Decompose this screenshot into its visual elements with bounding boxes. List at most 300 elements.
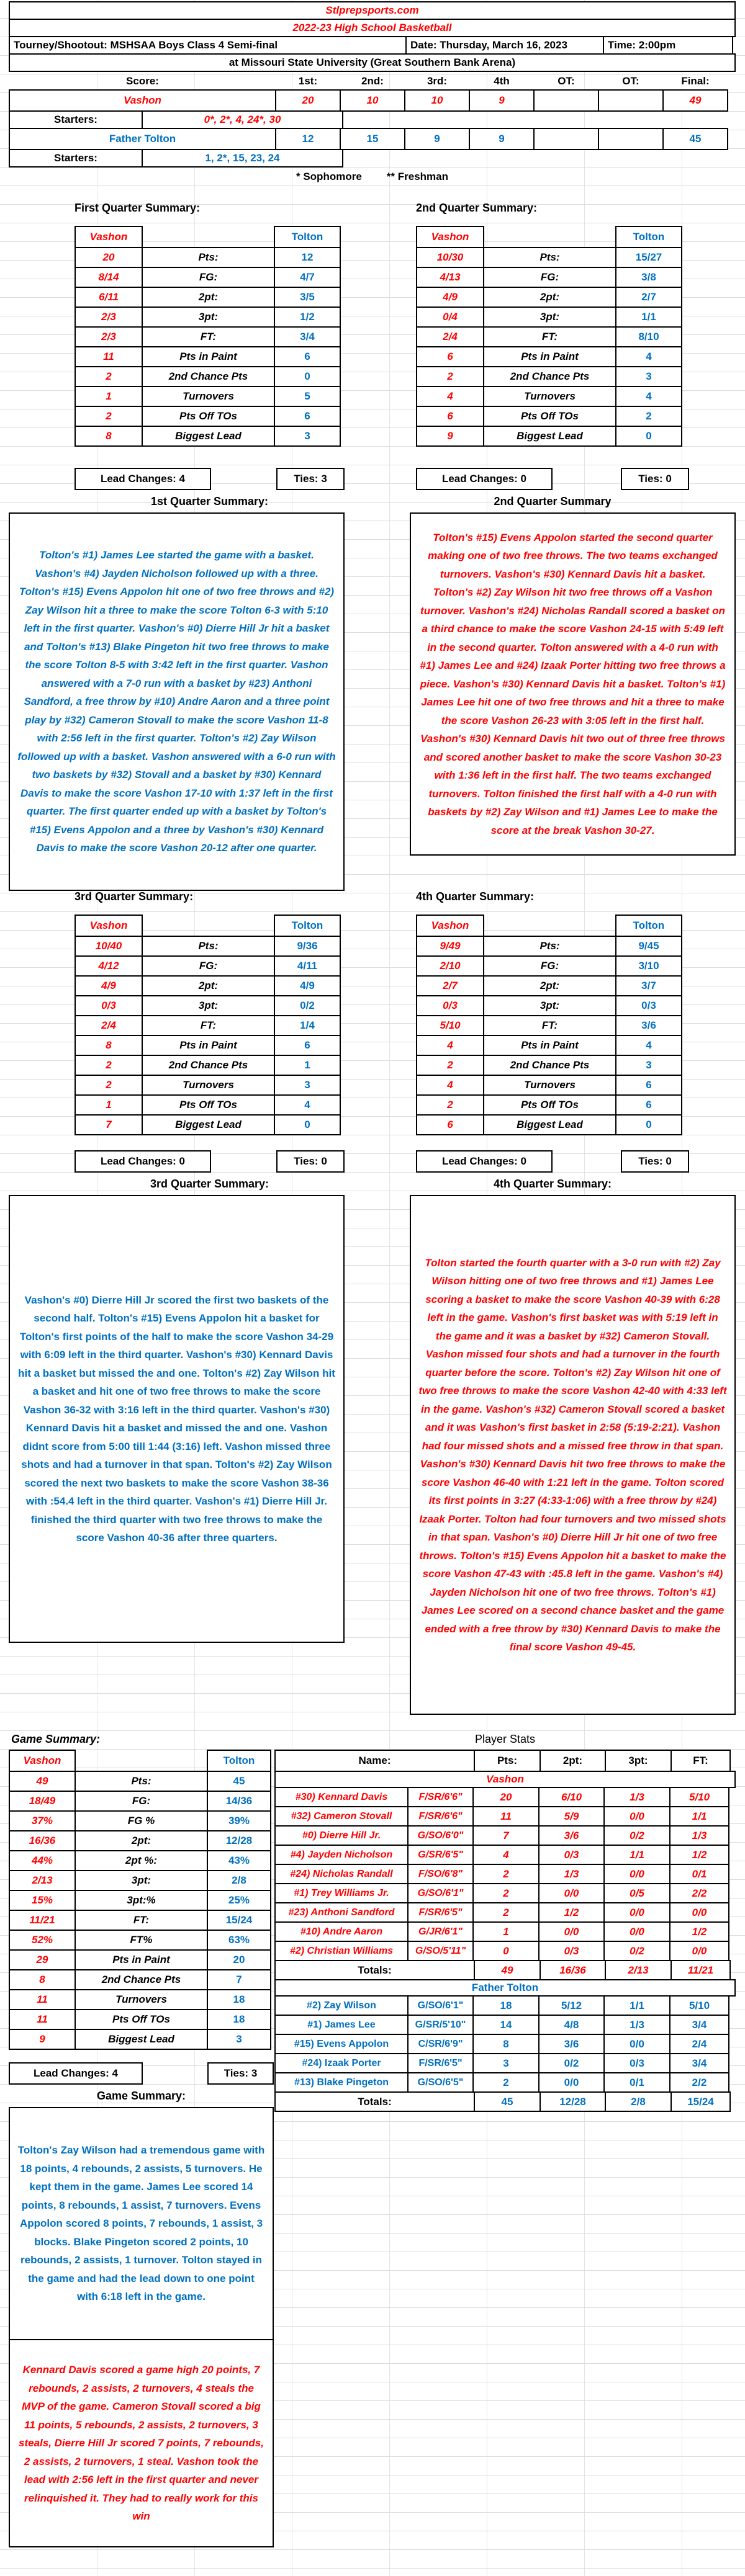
player-pos-class-height: F/SR/6'6" — [407, 1787, 474, 1807]
player-2pt: 3/6 — [538, 2034, 605, 2054]
stat-value-vashon: 44% — [9, 1850, 76, 1871]
stat-row — [9, 1949, 274, 1970]
totals-2pt: 16/36 — [540, 1960, 606, 1980]
player-name: #30) Kennard Davis — [274, 1787, 409, 1807]
stat-row — [74, 1114, 345, 1135]
vashon-col-head: Vashon — [416, 226, 484, 248]
stat-row — [416, 1114, 689, 1135]
stat-value-tolton: 3/6 — [615, 1015, 682, 1036]
player-3pt: 0/0 — [603, 1902, 670, 1923]
q3-lead-row — [74, 1150, 345, 1173]
stat-row — [74, 936, 345, 957]
stat-row — [9, 1850, 274, 1871]
stat-label: Pts in Paint — [142, 1035, 275, 1056]
player-pos-class-height: G/SO/6'1" — [407, 1883, 474, 1903]
stat-value-tolton: 0/3 — [615, 995, 682, 1016]
stat-row — [74, 1015, 345, 1036]
venue-row — [9, 53, 745, 72]
stat-label: 2pt: — [483, 975, 616, 996]
game-recap-title: Game Summary: — [96, 2089, 186, 2102]
stat-row — [416, 975, 689, 996]
player-row — [274, 1883, 736, 1903]
stat-value-vashon: 2 — [416, 1055, 484, 1076]
stat-value-tolton: 6 — [615, 1094, 682, 1116]
stat-value-tolton: 4/9 — [274, 975, 341, 996]
lead-changes: Lead Changes: 4 — [74, 468, 211, 490]
stat-value-vashon: 2/13 — [9, 1870, 76, 1891]
stat-label: 2nd Chance Pts — [483, 366, 616, 387]
player-pts: 2 — [472, 1902, 540, 1923]
player-pts: 20 — [472, 1787, 540, 1807]
stat-row — [74, 306, 345, 328]
score-cell: 10 — [340, 89, 405, 112]
player-row — [274, 2053, 736, 2073]
stat-value-tolton: 9/45 — [615, 936, 682, 957]
stat-value-vashon: 29 — [9, 1949, 76, 1970]
player-pos-class-height: G/SO/6'5" — [407, 2072, 474, 2093]
player-pos-class-height: F/SR/6'5" — [407, 1902, 474, 1923]
stat-row — [416, 386, 689, 407]
stat-row — [416, 267, 689, 288]
game-info-row — [9, 36, 745, 55]
player-2pt: 0/0 — [538, 1883, 605, 1903]
stat-value-vashon: 6 — [416, 346, 484, 367]
stat-value-tolton: 63% — [207, 1930, 271, 1951]
player-name: #0) Dierre Hill Jr. — [274, 1825, 409, 1846]
player-3pt: 1/1 — [603, 1845, 670, 1865]
player-row — [274, 1864, 736, 1884]
stat-value-tolton: 39% — [207, 1810, 271, 1831]
q2-recap-title: 2nd Quarter Summary — [494, 494, 612, 508]
score-col-header: 1st: — [298, 75, 318, 87]
player-ft: 0/0 — [669, 1902, 729, 1923]
stat-value-tolton: 5 — [274, 386, 341, 407]
stat-value-vashon: 2/3 — [74, 306, 143, 328]
q3-table-head — [74, 915, 345, 937]
stat-value-tolton: 4 — [615, 346, 682, 367]
col-3pt: 3pt: — [605, 1750, 672, 1772]
note-sophomore: * Sophomore — [296, 171, 362, 182]
q1-recap-title: 1st Quarter Summary: — [150, 494, 269, 508]
game-summary-table — [9, 1750, 274, 2050]
stat-row — [416, 247, 689, 268]
player-pts: 7 — [472, 1825, 540, 1846]
stat-value-vashon: 4/13 — [416, 267, 484, 288]
score-cell — [533, 89, 599, 112]
stat-row — [74, 406, 345, 427]
player-3pt: 1/1 — [603, 1995, 670, 2016]
score-cell: 15 — [340, 128, 405, 150]
player-name: #2) Christian Williams — [274, 1941, 409, 1961]
stat-value-tolton: 18 — [207, 2009, 271, 2030]
player-pts: 18 — [472, 1995, 540, 2016]
stat-value-vashon: 1 — [74, 1094, 143, 1116]
player-row — [274, 1825, 736, 1846]
score-col-header: OT: — [558, 75, 575, 87]
stat-value-tolton: 4 — [615, 1035, 682, 1056]
q4-table-head — [416, 915, 689, 937]
score-cell: 9 — [404, 128, 470, 150]
ties: Ties: 0 — [276, 1150, 345, 1173]
stat-value-vashon: 1 — [74, 386, 143, 407]
stat-value-vashon: 4/12 — [74, 955, 143, 977]
stat-value-tolton: 0/2 — [274, 995, 341, 1016]
spacer-cell — [483, 915, 616, 937]
stat-value-vashon: 8/14 — [74, 267, 143, 288]
stat-label: FG: — [74, 1791, 208, 1812]
q1-lead-row — [74, 468, 345, 490]
player-pos-class-height: G/SO/6'1" — [407, 1995, 474, 2016]
player-pos-class-height: G/SR/6'5" — [407, 1845, 474, 1865]
stat-value-vashon: 4 — [416, 1035, 484, 1056]
stat-value-vashon: 18/49 — [9, 1791, 76, 1812]
stat-row — [416, 995, 689, 1016]
stat-label: FG: — [483, 267, 616, 288]
spacer-cell — [483, 226, 616, 248]
col-2pt: 2pt: — [540, 1750, 606, 1772]
player-ft: 0/0 — [669, 1941, 729, 1961]
stat-label: FT: — [483, 1015, 616, 1036]
stat-label: FT: — [483, 326, 616, 347]
lead-changes: Lead Changes: 0 — [74, 1150, 211, 1173]
player-name: #2) Zay Wilson — [274, 1995, 409, 2016]
stat-value-vashon: 6 — [416, 406, 484, 427]
player-name: #10) Andre Aaron — [274, 1921, 409, 1942]
player-ft: 5/10 — [669, 1787, 729, 1807]
player-pts: 8 — [472, 2034, 540, 2054]
player-2pt: 0/3 — [538, 1941, 605, 1961]
tolton-col-head: Tolton — [274, 915, 341, 937]
stat-row — [74, 1075, 345, 1096]
stat-label: FT% — [74, 1930, 208, 1951]
totals-3pt: 2/13 — [605, 1960, 672, 1980]
score-col-header: 4th — [494, 75, 510, 87]
tolton-starters-row — [9, 149, 745, 168]
stat-value-vashon: 8 — [74, 1035, 143, 1056]
stat-row — [9, 1870, 274, 1891]
totals-label: Totals: — [274, 2091, 475, 2112]
stat-value-tolton: 45 — [207, 1771, 271, 1792]
stat-label: 3pt: — [142, 995, 275, 1016]
stat-row — [416, 1035, 689, 1056]
stat-value-vashon: 16/36 — [9, 1830, 76, 1851]
stat-value-tolton: 1/2 — [274, 306, 341, 328]
player-2pt: 3/6 — [538, 1825, 605, 1846]
score-col-header: 2nd: — [361, 75, 384, 87]
player-2pt: 1/3 — [538, 1864, 605, 1884]
stat-value-tolton: 43% — [207, 1850, 271, 1871]
stat-value-vashon: 0/3 — [74, 995, 143, 1016]
stat-value-vashon: 11 — [9, 2009, 76, 2030]
stat-label: 3pt: — [74, 1870, 208, 1891]
tolton-team-row — [274, 1979, 736, 1997]
stat-row — [9, 1930, 274, 1951]
stat-value-vashon: 15% — [9, 1890, 76, 1911]
team-name: Father Tolton — [274, 1979, 736, 1997]
stat-row — [9, 1989, 274, 2010]
q1-recap-text: Tolton's #1) James Lee started the game with a basket. Vashon's #4) Jayden Nicholson followed up with a three. Tolton's #15) Evens Appolon hit one of two free throws and #2) Zay Wilson hit a three to make the score Tolton 6-3 with 5:10 left in the first quarter. Vashon's #0) Dierre Hill Jr hit a basket and Tolton's #13) Blake Pingeton hit two free throws to make the score Tolton 8-5 with 3:42 left in the first quarter. Vashon answered with a 7-0 run with a basket by #23) Anthoni Sandford, a free throw by #10) Andre Aaron and a three point play by #32) Cameron Stovall to make the score Vashon 11-8 with 2:56 left in the first quarter. Tolton's #2) Zay Wilson followed up with a basket. Vashon answered with a 6-0 run with two baskets by #32) Stovall and a basket by #30) Kennard Davis to make the score Vashon 17-10 with 1:37 left in the first quarter. The first quarter ended up with a basket by Tolton's #15) Evens Appolon and a three by Vashon's #30) Kennard Davis to make the score Vashon 20-12 after one quarter. — [9, 512, 345, 891]
vashon-col-head: Vashon — [74, 915, 143, 937]
score-cell: 12 — [275, 128, 341, 150]
stat-value-vashon: 0/4 — [416, 306, 484, 328]
stat-row — [74, 366, 345, 387]
stat-value-vashon: 49 — [9, 1771, 76, 1792]
stat-label: Biggest Lead — [74, 2029, 208, 2050]
player-stats-column — [274, 1729, 736, 2112]
stat-label: FG: — [483, 955, 616, 977]
player-pts: 1 — [472, 1921, 540, 1942]
player-name: #24) Izaak Porter — [274, 2053, 409, 2073]
player-pts: 2 — [472, 1864, 540, 1884]
stat-value-tolton: 0 — [615, 1114, 682, 1135]
stat-label: 3pt:% — [74, 1890, 208, 1911]
player-name: #15) Evens Appolon — [274, 2034, 409, 2054]
stat-label: 2nd Chance Pts — [142, 366, 275, 387]
stat-label: Pts Off TOs — [483, 406, 616, 427]
player-3pt: 0/5 — [603, 1883, 670, 1903]
player-ft: 0/1 — [669, 1864, 729, 1884]
stat-label: Biggest Lead — [483, 426, 616, 447]
score-cell — [598, 89, 664, 112]
game-table-head — [9, 1750, 274, 1772]
stat-label: Turnovers — [74, 1989, 208, 2010]
score-cell: 10 — [404, 89, 470, 112]
vashon-starters-row — [9, 110, 745, 129]
stat-value-tolton: 3/8 — [615, 267, 682, 288]
stat-row — [74, 426, 345, 447]
starters-label: Starters: — [9, 110, 143, 129]
totals-3pt: 2/8 — [605, 2091, 672, 2112]
player-row — [274, 2072, 736, 2093]
totals-2pt: 12/28 — [540, 2091, 606, 2112]
q3-recap-text: Vashon's #0) Dierre Hill Jr scored the first two baskets of the second half. Tolton's #15) Evens Appolon hit a basket for Tolton's first points of the half to make the score Vashon 34-29 with 6:09 left in the third quarter. Vashon's #30) Kennard Davis hit a basket but missed the and one. Tolton's #2) Zay Wilson hit a basket and hit one of two free throws to make the score Vashon 36-32 with 3:16 left in the third quarter. Vashon's #30) Kennard Davis hit a basket and missed the and one. Vashon didnt score from 5:00 till 1:44 (3:16) left. Vashon missed three shots and had a turnover in that span. Tolton's #2) Zay Wilson scored the next two baskets to make the score Vashon 38-36 with :54.4 left in the third quarter. Vashon's #1) Dierre Hill Jr. finished the third quarter with two free throws to make the score Vashon 40-36 after three quarters. — [9, 1195, 345, 1643]
player-pts: 2 — [472, 2072, 540, 2093]
stat-row — [74, 267, 345, 288]
stat-label: 2nd Chance Pts — [74, 1969, 208, 1990]
stat-value-vashon: 2/4 — [416, 326, 484, 347]
player-ft: 1/1 — [669, 1806, 729, 1827]
stat-label: FT: — [74, 1910, 208, 1931]
vashon-score-row — [9, 89, 745, 112]
stat-row — [416, 306, 689, 328]
stat-value-tolton: 4/7 — [274, 267, 341, 288]
player-stats-head — [274, 1750, 736, 1772]
player-pos-class-height: F/SR/6'5" — [407, 2053, 474, 2073]
ties: Ties: 3 — [207, 2062, 274, 2085]
stat-value-tolton: 3 — [615, 1055, 682, 1076]
stat-row — [416, 1055, 689, 1076]
stat-value-tolton: 0 — [274, 1114, 341, 1135]
spacer-cell — [142, 226, 275, 248]
stat-value-tolton: 4 — [274, 1094, 341, 1116]
stat-label: Biggest Lead — [142, 426, 275, 447]
stat-value-tolton: 7 — [207, 1969, 271, 1990]
stat-row — [74, 995, 345, 1016]
stat-label: 3pt: — [483, 306, 616, 328]
q4-stats-table — [416, 915, 689, 1135]
stat-label: Pts Off TOs — [142, 1094, 275, 1116]
player-3pt: 0/2 — [603, 1941, 670, 1961]
col-ft: FT: — [670, 1750, 731, 1772]
col-pts: Pts: — [474, 1750, 541, 1772]
player-3pt: 0/1 — [603, 2072, 670, 2093]
season-title: 2022-23 High School Basketball — [9, 19, 736, 37]
col-name: Name: — [274, 1750, 475, 1772]
stat-value-tolton: 6 — [274, 346, 341, 367]
player-2pt: 0/3 — [538, 1845, 605, 1865]
player-pos-class-height: C/SR/6'9" — [407, 2034, 474, 2054]
q4-recap-title: 4th Quarter Summary: — [493, 1177, 612, 1190]
stat-row — [416, 936, 689, 957]
vashon-col-head: Vashon — [416, 915, 484, 937]
stat-value-tolton: 3 — [207, 2029, 271, 2050]
stat-row — [416, 326, 689, 347]
stat-value-vashon: 2/7 — [416, 975, 484, 996]
stat-value-vashon: 7 — [74, 1114, 143, 1135]
stat-value-vashon: 2/4 — [74, 1015, 143, 1036]
stat-row — [74, 955, 345, 977]
stat-value-tolton: 15/27 — [615, 247, 682, 268]
stat-value-tolton: 2 — [615, 406, 682, 427]
player-name: #13) Blake Pingeton — [274, 2072, 409, 2093]
stat-value-vashon: 11 — [9, 1989, 76, 2010]
stat-value-tolton: 2/7 — [615, 287, 682, 308]
stat-row — [416, 287, 689, 308]
q1-table-title: First Quarter Summary: — [74, 201, 201, 214]
stat-value-tolton: 9/36 — [274, 936, 341, 957]
q4-lead-row — [416, 1150, 689, 1173]
stat-value-tolton: 3/7 — [615, 975, 682, 996]
player-2pt: 4/8 — [538, 2015, 605, 2035]
player-pts: 14 — [472, 2015, 540, 2035]
stat-value-tolton: 14/36 — [207, 1791, 271, 1812]
spacer-cell — [142, 915, 275, 937]
stat-value-tolton: 3/5 — [274, 287, 341, 308]
stat-value-vashon: 2 — [74, 406, 143, 427]
spacer-cell — [74, 1750, 208, 1772]
stat-label: Turnovers — [483, 386, 616, 407]
stat-value-tolton: 20 — [207, 1949, 271, 1970]
q2-stats-table — [416, 226, 689, 447]
player-3pt: 0/2 — [603, 1825, 670, 1846]
q2-column — [410, 197, 736, 856]
stat-label: 2pt: — [483, 287, 616, 308]
player-name: #1) Trey Williams Jr. — [274, 1883, 409, 1903]
stat-row — [9, 2029, 274, 2050]
game-time: Time: 2:00pm — [603, 36, 733, 55]
stat-row — [9, 1830, 274, 1851]
stat-value-vashon: 4 — [416, 386, 484, 407]
ties: Ties: 0 — [621, 468, 689, 490]
stat-label: Pts: — [74, 1771, 208, 1792]
player-row — [274, 2015, 736, 2035]
q4-table-title: 4th Quarter Summary: — [416, 890, 535, 903]
stat-value-tolton: 1 — [274, 1055, 341, 1076]
starters-label: Starters: — [9, 149, 143, 168]
stat-value-tolton: 6 — [615, 1075, 682, 1096]
player-2pt: 6/10 — [538, 1787, 605, 1807]
tolton-totals-row — [274, 2091, 736, 2112]
player-pos-class-height: G/SR/5'10" — [407, 2015, 474, 2035]
player-ft: 1/3 — [669, 1825, 729, 1846]
player-3pt: 0/0 — [603, 1806, 670, 1827]
stat-value-tolton: 12/28 — [207, 1830, 271, 1851]
player-name: #32) Cameron Stovall — [274, 1806, 409, 1827]
stat-value-vashon: 20 — [74, 247, 143, 268]
stat-label: Pts in Paint — [483, 1035, 616, 1056]
stat-value-tolton: 1/1 — [615, 306, 682, 328]
stat-value-vashon: 8 — [74, 426, 143, 447]
stat-label: Turnovers — [483, 1075, 616, 1096]
stat-row — [74, 975, 345, 996]
stat-row — [416, 366, 689, 387]
stat-value-vashon: 4/9 — [416, 287, 484, 308]
vashon-team-row — [274, 1771, 736, 1788]
player-name: #23) Anthoni Sandford — [274, 1902, 409, 1923]
stat-value-vashon: 37% — [9, 1810, 76, 1831]
player-row — [274, 1845, 736, 1865]
stat-label: Turnovers — [142, 1075, 275, 1096]
tolton-starters: 1, 2*, 15, 23, 24 — [142, 149, 343, 168]
score-label: Score: — [126, 75, 159, 87]
totals-pts: 49 — [474, 1960, 541, 1980]
stat-label: Biggest Lead — [142, 1114, 275, 1135]
player-pts: 4 — [472, 1845, 540, 1865]
player-ft: 2/4 — [669, 2034, 729, 2054]
player-3pt: 1/3 — [603, 1787, 670, 1807]
stat-label: Pts Off TOs — [483, 1094, 616, 1116]
stat-row — [74, 1055, 345, 1076]
stat-label: FG % — [74, 1810, 208, 1831]
stat-row — [74, 346, 345, 367]
stat-label: 2nd Chance Pts — [142, 1055, 275, 1076]
stat-value-tolton: 3 — [274, 1075, 341, 1096]
stat-value-vashon: 8 — [9, 1969, 76, 1990]
stat-value-vashon: 5/10 — [416, 1015, 484, 1036]
player-pts: 2 — [472, 1883, 540, 1903]
q2-table-head — [416, 226, 689, 248]
stat-value-vashon: 52% — [9, 1930, 76, 1951]
q1-stats-table — [74, 226, 345, 447]
stat-value-vashon: 2/3 — [74, 326, 143, 347]
stat-label: Turnovers — [142, 386, 275, 407]
stat-value-tolton: 25% — [207, 1890, 271, 1911]
stat-value-tolton: 4/11 — [274, 955, 341, 977]
lead-changes: Lead Changes: 0 — [416, 468, 553, 490]
player-2pt: 5/12 — [538, 1995, 605, 2016]
player-pos-class-height: F/SR/6'6" — [407, 1806, 474, 1827]
stat-row — [416, 1075, 689, 1096]
vashon-starters: 0*, 2*, 4, 24*, 30 — [142, 110, 343, 129]
player-2pt: 1/2 — [538, 1902, 605, 1923]
vashon-totals-row — [274, 1960, 736, 1980]
stat-value-vashon: 9/49 — [416, 936, 484, 957]
tolton-col-head: Tolton — [207, 1750, 271, 1772]
stat-value-tolton: 6 — [274, 1035, 341, 1056]
stat-label: 3pt: — [142, 306, 275, 328]
game-recap-vashon: Kennard Davis scored a game high 20 points, 7 rebounds, 2 assists, 2 turnovers, 4 steals the MVP of the game. Cameron Stovall scored a big 11 points, 5 rebounds, 2 assists, 2 turnovers, 3 steals, Dierre Hill Jr scored 7 points, 7 rebounds, 2 assists, 2 turnovers, 1 steal. Vashon took the lead with 2:56 left in the first quarter and never relinquished it. They had to really work for this win — [9, 2339, 274, 2547]
stat-label: 2pt %: — [74, 1850, 208, 1871]
stat-row — [416, 346, 689, 367]
q2-table-title: 2nd Quarter Summary: — [416, 201, 538, 214]
stat-label: Pts in Paint — [483, 346, 616, 367]
score-col-header: 3rd: — [427, 75, 448, 87]
team-name-vashon: Vashon — [9, 89, 276, 112]
stat-value-vashon: 9 — [416, 426, 484, 447]
stat-row — [9, 1791, 274, 1812]
stat-row — [416, 406, 689, 427]
tolton-col-head: Tolton — [615, 226, 682, 248]
